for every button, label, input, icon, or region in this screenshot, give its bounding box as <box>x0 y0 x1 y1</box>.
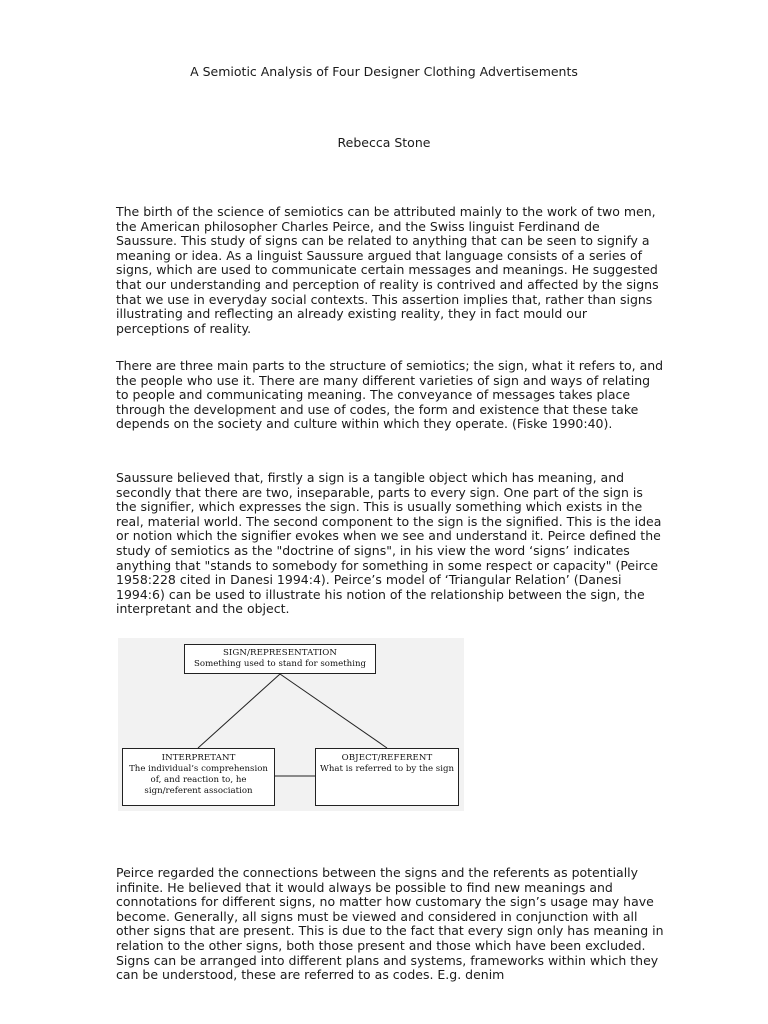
object-heading: OBJECT/REFERENT <box>341 753 433 763</box>
sign-to-interpretant-line <box>198 674 280 748</box>
document-title: A Semiotic Analysis of Four Designer Clothing Advertisements <box>190 64 578 79</box>
sign-heading: SIGN/REPRESENTATION <box>222 648 338 658</box>
paragraph-2: There are three main parts to the structure of semiotics; the sign, what it refers to, and the people who use it. There are many different varieties of sign and ways of relating to people and communicating meaning. The conveyance of messages takes place through the development and use of codes, the form and existence that these take depends on the society and culture within which they operate. (Fiske 1990:40). <box>116 358 664 432</box>
triangular-relation-diagram <box>118 638 464 811</box>
sign-to-object-line <box>280 674 387 748</box>
interpretant-line-1: The individual’s comprehension <box>129 764 268 774</box>
interpretant-heading: INTERPRETANT <box>161 753 236 763</box>
document-author: Rebecca Stone <box>337 135 431 150</box>
sign-representation-box <box>184 644 376 674</box>
paragraph-4: Peirce regarded the connections between the signs and the referents as potentially infinite. He believed that it would always be possible to find new meanings and connotations for different signs, no matter how customary the sign’s usage may have become. Generally, all signs must be viewed and considered in conjunction with all other signs that are present. This is due to the fact that every sign only has meaning in relation to the other signs, both those present and those which have been excluded. Signs can be arranged into different plans and systems, frameworks within which they can be understood, these are referred to as codes. E.g. denim <box>116 865 664 983</box>
interpretant-line-3: sign/referent association <box>144 786 253 796</box>
sign-text: Something used to stand for something <box>194 659 366 669</box>
paragraph-3: Saussure believed that, firstly a sign is a tangible object which has meaning, and secondly that there are two, inseparable, parts to every sign. One part of the sign is the signifier, which expresses the sign. This is usually something which exists in the real, material world. The second component to the sign is the signified. This is the idea or notion which the signifier evokes when we see and understand it. Peirce defined the study of semiotics as the "doctrine of signs", in his view the word ‘signs’ indicates anything that "stands to somebody for something in some respect or capacity" (Peirce 1958:228 cited in Danesi 1994:4). Peirce’s model of ‘Triangular Relation’ (Danesi 1994:6) can be used to illustrate his notion of the relationship between the sign, the interpretant and the object. <box>116 470 662 617</box>
object-referent-box <box>315 748 459 806</box>
interpretant-box <box>122 748 275 806</box>
interpretant-line-2: of, and reaction to, he <box>150 775 247 785</box>
object-text: What is referred to by the sign <box>319 764 454 774</box>
paragraph-1: The birth of the science of semiotics can be attributed mainly to the work of two men, the American philosopher Charles Peirce, and the Swiss linguist Ferdinand de Saussure. This study of signs can be related to anything that can be seen to signify a meaning or idea. As a linguist Saussure argued that language consists of a series of signs, which are used to communicate certain messages and meanings. He suggested that our understanding and perception of reality is contrived and affected by the signs that we use in everyday social contexts. This assertion implies that, rather than signs illustrating and reflecting an already existing reality, they in fact mould our perceptions of reality. <box>116 204 659 336</box>
